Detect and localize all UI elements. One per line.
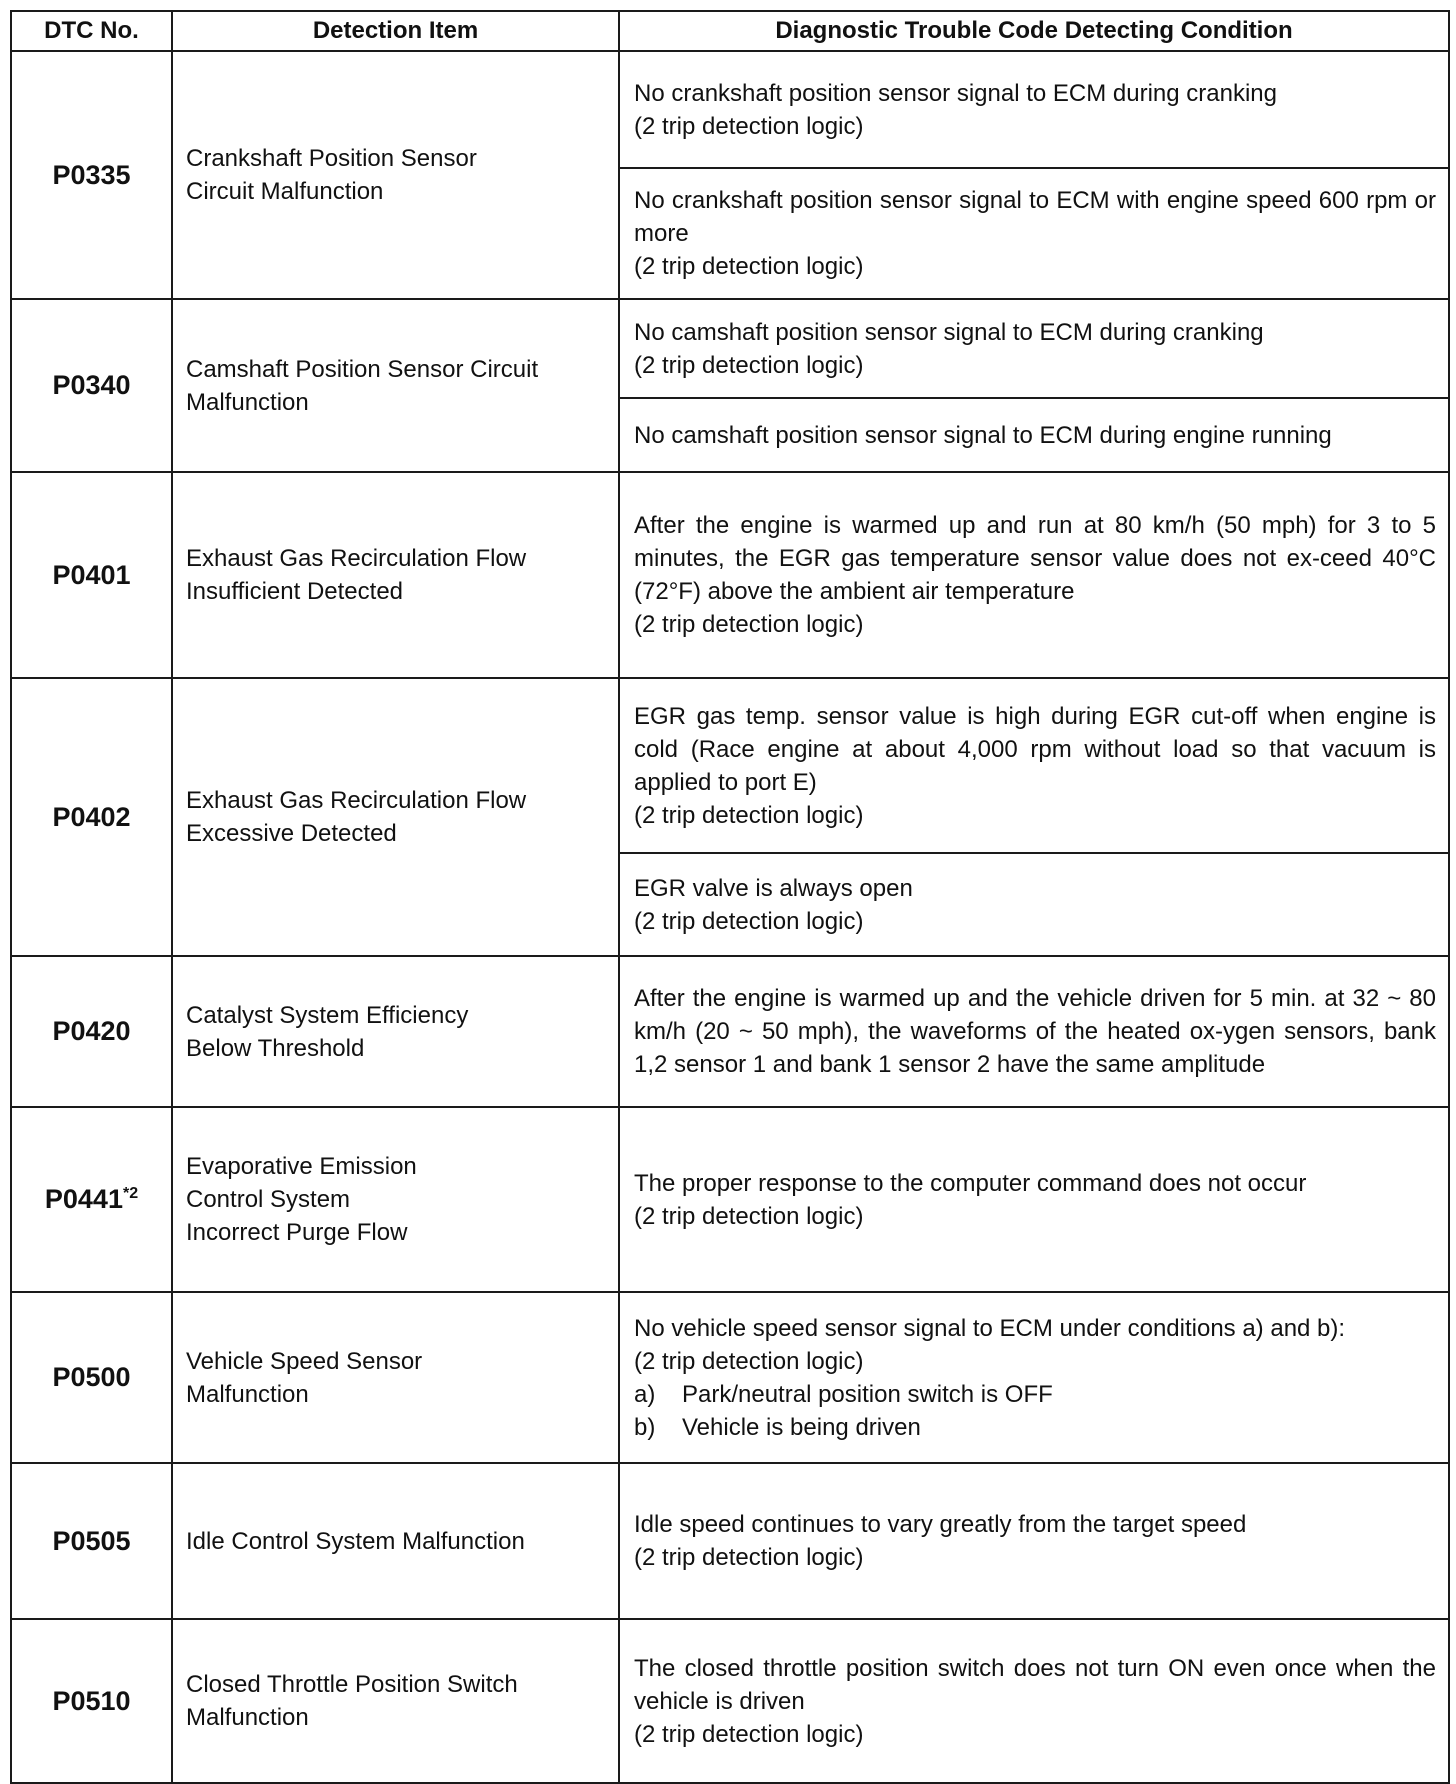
detection-item (172, 299, 619, 472)
dtc-code (11, 1292, 172, 1463)
table-row (11, 956, 1449, 1107)
header-condition: Diagnostic Trouble Code Detecting Condition (619, 11, 1449, 51)
condition-cell (619, 1463, 1449, 1619)
detection-item (172, 1292, 619, 1463)
list-marker: b) (634, 1413, 656, 1441)
detection-item-line: Idle Control System Malfunction (186, 1527, 525, 1555)
dtc-code (11, 1619, 172, 1783)
detection-item-line: Excessive Detected (186, 820, 397, 847)
condition-cell (619, 1107, 1449, 1292)
detection-item-line: Crankshaft Position Sensor (186, 145, 477, 172)
condition-text: EGR gas temp. sensor value is high during EGR cut-off when engine is cold (Race engine at about 4,000 rpm without load so that vacuum is applied to port E) (634, 702, 1436, 796)
condition-line: No camshaft position sensor signal to ECM during cranking (634, 318, 1264, 346)
detection-item-line: Vehicle Speed Sensor (186, 1347, 423, 1375)
list-text: Vehicle is being driven (682, 1413, 921, 1441)
condition-cell (619, 678, 1449, 853)
condition-note: (2 trip detection logic) (634, 253, 864, 280)
table-row (11, 472, 1449, 678)
condition-cell (619, 956, 1449, 1107)
table-row (11, 1619, 1449, 1783)
condition-line: Idle speed continues to vary greatly from the target speed (634, 1511, 1247, 1538)
detection-item-line: Exhaust Gas Recirculation Flow (186, 545, 527, 572)
detection-item (172, 1107, 619, 1292)
detection-item (172, 956, 619, 1107)
dtc-code (11, 299, 172, 472)
condition-list-item (634, 1378, 1436, 1411)
condition-text: After the engine is warmed up and the vehicle driven for 5 min. at 32 ~ 80 km/h (20 ~ 50 mph), the waveforms of the heated ox-ygen sensors, bank 1,2 sensor 1 and bank 1 sensor 2 have the same amplitude (634, 985, 1436, 1078)
condition-line: No camshaft position sensor signal to ECM during engine running (634, 421, 1332, 449)
condition-note: (2 trip detection logic) (634, 1720, 864, 1748)
list-marker: a) (634, 1380, 656, 1408)
detection-item (172, 678, 619, 956)
condition-line: (2 trip detection logic) (634, 1544, 864, 1571)
condition-cell (619, 472, 1449, 678)
detection-item-line: Control System (186, 1186, 351, 1213)
table-body (11, 51, 1449, 1783)
condition-line: (2 trip detection logic) (634, 112, 864, 140)
condition-text: After the engine is warmed up and run at 80 km/h (50 mph) for 3 to 5 minutes, the EGR gas temperature sensor value does not ex-ceed 40°C (72°F) above the ambient air temperature (634, 512, 1436, 605)
dtc-code (11, 1107, 172, 1292)
dtc-code-text: P0340 (52, 370, 131, 400)
dtc-code-text: P0510 (52, 1685, 131, 1716)
dtc-code-text: P0401 (52, 559, 131, 590)
condition-line: (2 trip detection logic) (634, 907, 864, 935)
detection-item-line: Incorrect Purge Flow (186, 1219, 408, 1246)
condition-line: No vehicle speed sensor signal to ECM under conditions a) and b): (634, 1314, 1346, 1342)
dtc-code-text: P0500 (52, 1362, 131, 1392)
condition-cell (619, 299, 1449, 398)
detection-item (172, 51, 619, 299)
condition-cell (619, 853, 1449, 956)
detection-item-line: Evaporative Emission (186, 1153, 417, 1180)
dtc-code (11, 1463, 172, 1619)
detection-item-line: Malfunction (186, 1380, 309, 1408)
detection-item-line: Below Threshold (186, 1034, 365, 1062)
dtc-code (11, 51, 172, 299)
dtc-code-text: P0420 (52, 1016, 131, 1046)
dtc-table (10, 10, 1450, 1784)
detection-item-line: Circuit Malfunction (186, 178, 384, 205)
table-row (11, 1107, 1449, 1292)
detection-item-line: Malfunction (186, 1704, 309, 1731)
detection-item-line: Insufficient Detected (186, 578, 404, 605)
detection-item-line: Malfunction (186, 388, 309, 416)
dtc-code-footnote: *2 (122, 1185, 139, 1202)
detection-item-line: Exhaust Gas Recirculation Flow (186, 787, 527, 814)
header-dtc-no: DTC No. (11, 11, 172, 51)
condition-cell (619, 1292, 1449, 1463)
detection-item (172, 472, 619, 678)
detection-item-line: Catalyst System Efficiency (186, 1001, 469, 1029)
condition-cell (619, 51, 1449, 168)
dtc-code-text: P0402 (52, 801, 131, 832)
condition-line: (2 trip detection logic) (634, 351, 864, 379)
table-row (11, 678, 1449, 853)
condition-line: EGR valve is always open (634, 874, 913, 902)
detection-item (172, 1463, 619, 1619)
table-row (11, 51, 1449, 168)
list-text: Park/neutral position switch is OFF (682, 1380, 1053, 1408)
header-row (11, 11, 1449, 51)
dtc-code (11, 956, 172, 1107)
dtc-code-text: P0505 (52, 1525, 131, 1556)
condition-line: The proper response to the computer command does not occur (634, 1169, 1307, 1197)
condition-note: (2 trip detection logic) (634, 801, 864, 829)
dtc-code (11, 678, 172, 956)
condition-line: No crankshaft position sensor signal to ECM during cranking (634, 79, 1277, 107)
detection-item (172, 1619, 619, 1783)
table-row (11, 1463, 1449, 1619)
condition-cell (619, 398, 1449, 472)
condition-note: (2 trip detection logic) (634, 611, 864, 638)
condition-list-item (634, 1411, 1436, 1444)
condition-cell (619, 168, 1449, 299)
dtc-code-text: P0441 (44, 1184, 123, 1214)
condition-line: (2 trip detection logic) (634, 1347, 864, 1375)
condition-text: No crankshaft position sensor signal to ECM with engine speed 600 rpm or more (634, 187, 1436, 247)
table-row (11, 299, 1449, 398)
dtc-code (11, 472, 172, 678)
header-detection-item: Detection Item (172, 11, 619, 51)
condition-line: (2 trip detection logic) (634, 1202, 864, 1230)
detection-item-line: Camshaft Position Sensor Circuit (186, 355, 539, 383)
table-row (11, 1292, 1449, 1463)
condition-text: The closed throttle position switch does not turn ON even once when the vehicle is driven (634, 1654, 1436, 1715)
condition-cell (619, 1619, 1449, 1783)
dtc-code-text: P0335 (52, 159, 131, 190)
detection-item-line: Closed Throttle Position Switch (186, 1671, 518, 1698)
